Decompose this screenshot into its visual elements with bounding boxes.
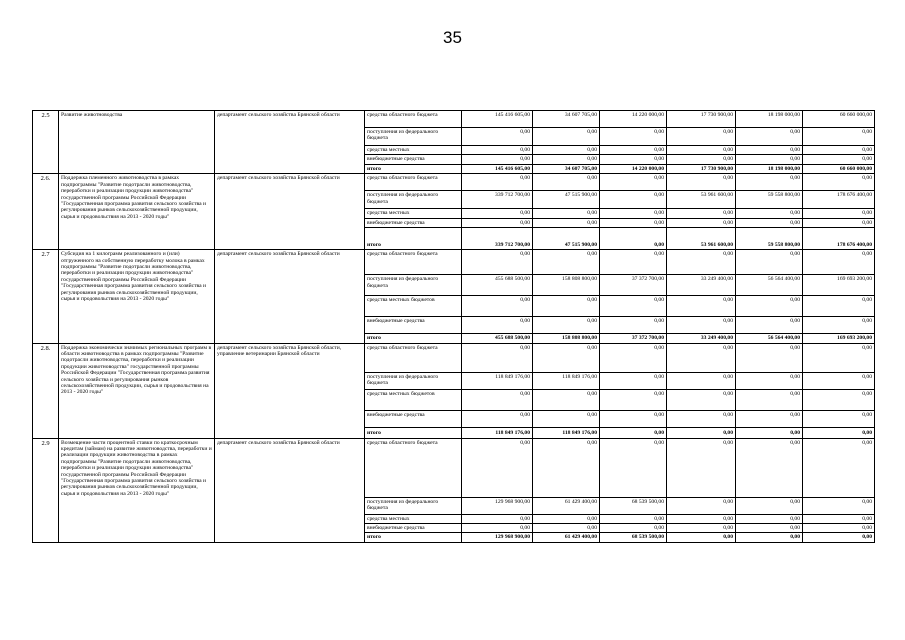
- amount-cell: 0,00: [600, 218, 667, 227]
- amount-cell: 18 198 000,00: [736, 164, 803, 173]
- amount-cell: 178 676 400,00: [803, 191, 875, 209]
- amount-cell: 178 676 400,00: [803, 228, 875, 250]
- amount-cell: 0,00: [462, 317, 533, 334]
- funding-source: средства областного бюджета: [365, 438, 462, 497]
- funding-source: поступления из федерального бюджета: [365, 372, 462, 389]
- amount-cell: 169 693 200,00: [803, 275, 875, 296]
- amount-cell: 0,00: [736, 296, 803, 317]
- activity-name: Субсидия на 1 килограмм реализованного и (или) отгруженного на собственную переработку молока в рамках подпрограммы "Развитие подотрасли животноводства, переработки и реализации продукции животноводства" государственной программы Российской Федерации "Государственная программа развития сельского хозяйства и регулирования рынков сельскохозяйственной продукции, сырья и продовольствия на 2013 - 2020 годы": [59, 250, 215, 343]
- amount-cell: 158 808 800,00: [533, 275, 600, 296]
- amount-cell: 0,00: [462, 250, 533, 275]
- funding-source: внебюджетные средства: [365, 155, 462, 164]
- amount-cell: 0,00: [533, 128, 600, 146]
- amount-cell: 68 539 500,00: [600, 533, 667, 542]
- amount-cell: 0,00: [533, 410, 600, 427]
- amount-cell: 0,00: [600, 410, 667, 427]
- amount-cell: 0,00: [736, 523, 803, 532]
- amount-cell: 0,00: [803, 372, 875, 389]
- funding-source: внебюджетные средства: [365, 317, 462, 334]
- amount-cell: 0,00: [803, 389, 875, 410]
- amount-cell: 34 607 705,00: [533, 164, 600, 173]
- amount-cell: 0,00: [803, 523, 875, 532]
- amount-cell: 53 961 600,00: [667, 191, 736, 209]
- amount-cell: 0,00: [803, 317, 875, 334]
- amount-cell: 0,00: [462, 410, 533, 427]
- amount-cell: 0,00: [462, 174, 533, 191]
- amount-cell: 0,00: [736, 427, 803, 438]
- amount-cell: 0,00: [667, 427, 736, 438]
- amount-cell: 0,00: [533, 174, 600, 191]
- amount-cell: 59 558 800,00: [736, 191, 803, 209]
- amount-cell: 0,00: [736, 174, 803, 191]
- amount-cell: 0,00: [803, 427, 875, 438]
- amount-cell: 0,00: [462, 296, 533, 317]
- amount-cell: 0,00: [803, 174, 875, 191]
- amount-cell: 60 660 000,00: [803, 164, 875, 173]
- amount-cell: 17 730 900,00: [667, 111, 736, 128]
- amount-cell: 145 416 605,00: [462, 164, 533, 173]
- amount-cell: 0,00: [803, 343, 875, 372]
- amount-cell: 0,00: [462, 155, 533, 164]
- amount-cell: 0,00: [736, 372, 803, 389]
- amount-cell: 0,00: [667, 533, 736, 542]
- amount-cell: 129 968 900,00: [462, 497, 533, 514]
- amount-cell: 0,00: [600, 438, 667, 497]
- amount-cell: 0,00: [600, 128, 667, 146]
- amount-cell: 118 849 176,00: [462, 427, 533, 438]
- funding-source: средства местных: [365, 209, 462, 218]
- amount-cell: 0,00: [533, 317, 600, 334]
- amount-cell: 0,00: [462, 389, 533, 410]
- funding-table: [32, 110, 875, 543]
- amount-cell: 0,00: [803, 250, 875, 275]
- amount-cell: 0,00: [736, 146, 803, 155]
- amount-cell: 33 249 400,00: [667, 334, 736, 343]
- amount-cell: 0,00: [533, 523, 600, 532]
- amount-cell: 0,00: [736, 317, 803, 334]
- amount-cell: 0,00: [736, 155, 803, 164]
- amount-cell: 0,00: [803, 146, 875, 155]
- amount-cell: 53 961 600,00: [667, 228, 736, 250]
- amount-cell: 14 220 000,00: [600, 111, 667, 128]
- funding-source: средства местных: [365, 514, 462, 523]
- executor-name: департамент сельского хозяйства Брянской области, управление ветеринарии Брянской области: [215, 343, 365, 438]
- amount-cell: 0,00: [462, 128, 533, 146]
- amount-cell: 0,00: [803, 497, 875, 514]
- funding-source: итого: [365, 164, 462, 173]
- executor-name: департамент сельского хозяйства Брянской области: [215, 250, 365, 343]
- amount-cell: 0,00: [803, 155, 875, 164]
- amount-cell: 339 712 700,00: [462, 191, 533, 209]
- amount-cell: 158 808 800,00: [533, 334, 600, 343]
- amount-cell: 0,00: [736, 438, 803, 497]
- activity-name: Возмещение части процентной ставки по краткосрочным кредитам (займам) на развитие животноводства, переработки и реализации продукции животноводства в рамках подпрограммы "Развитие подотрасли животноводства, переработки и реализации продукции животноводства" государственной программы Российской Федерации "Государственная программа развития сельского хозяйства и регулирования рынков сельскохозяйственной продукции, сырья и продовольствия на 2013 - 2020 годы": [59, 438, 215, 542]
- amount-cell: 0,00: [600, 343, 667, 372]
- amount-cell: 339 712 700,00: [462, 228, 533, 250]
- amount-cell: 0,00: [803, 410, 875, 427]
- funding-source: внебюджетные средства: [365, 218, 462, 227]
- amount-cell: 0,00: [462, 514, 533, 523]
- amount-cell: 0,00: [600, 250, 667, 275]
- amount-cell: 0,00: [736, 514, 803, 523]
- funding-source: внебюджетные средства: [365, 410, 462, 427]
- amount-cell: 0,00: [667, 128, 736, 146]
- amount-cell: 61 429 400,00: [533, 497, 600, 514]
- amount-cell: 0,00: [533, 250, 600, 275]
- amount-cell: 455 688 500,00: [462, 275, 533, 296]
- funding-source: поступления из федерального бюджета: [365, 497, 462, 514]
- amount-cell: 0,00: [667, 438, 736, 497]
- amount-cell: 0,00: [736, 218, 803, 227]
- amount-cell: 0,00: [462, 218, 533, 227]
- amount-cell: 0,00: [667, 209, 736, 218]
- amount-cell: 61 429 400,00: [533, 533, 600, 542]
- table-row: [33, 438, 875, 497]
- amount-cell: 0,00: [736, 250, 803, 275]
- amount-cell: 0,00: [533, 146, 600, 155]
- amount-cell: 0,00: [600, 372, 667, 389]
- amount-cell: 0,00: [803, 128, 875, 146]
- amount-cell: 0,00: [736, 389, 803, 410]
- amount-cell: 0,00: [600, 514, 667, 523]
- amount-cell: 14 220 000,00: [600, 164, 667, 173]
- amount-cell: 169 693 200,00: [803, 334, 875, 343]
- amount-cell: 0,00: [600, 174, 667, 191]
- amount-cell: 56 564 400,00: [736, 334, 803, 343]
- funding-source: средства областного бюджета: [365, 250, 462, 275]
- activity-name: Развитие животноводства: [59, 111, 215, 174]
- amount-cell: 0,00: [667, 146, 736, 155]
- amount-cell: 0,00: [667, 372, 736, 389]
- amount-cell: 33 249 400,00: [667, 275, 736, 296]
- amount-cell: 0,00: [600, 155, 667, 164]
- amount-cell: 59 558 800,00: [736, 228, 803, 250]
- amount-cell: 0,00: [462, 209, 533, 218]
- funding-source: итого: [365, 228, 462, 250]
- row-number: 2.7: [33, 250, 59, 343]
- amount-cell: 0,00: [600, 191, 667, 209]
- amount-cell: 17 730 900,00: [667, 164, 736, 173]
- amount-cell: 0,00: [736, 128, 803, 146]
- funding-source: внебюджетные средства: [365, 523, 462, 532]
- amount-cell: 0,00: [600, 228, 667, 250]
- amount-cell: 0,00: [600, 296, 667, 317]
- amount-cell: 47 515 900,00: [533, 191, 600, 209]
- amount-cell: 0,00: [600, 146, 667, 155]
- amount-cell: 0,00: [667, 410, 736, 427]
- amount-cell: 455 688 500,00: [462, 334, 533, 343]
- row-number: 2.9: [33, 438, 59, 542]
- amount-cell: 0,00: [462, 523, 533, 532]
- funding-source: итого: [365, 334, 462, 343]
- amount-cell: 0,00: [600, 209, 667, 218]
- amount-cell: 18 198 000,00: [736, 111, 803, 128]
- executor-name: департамент сельского хозяйства Брянской области: [215, 174, 365, 250]
- activity-name: Поддержка племенного животноводства в рамках подпрограммы "Развитие подотрасли животноводства, переработки и реализации продукции животноводства" государственной программы Российской Федерации "Государственная программа развития сельского хозяйства и регулирования рынков сельскохозяйственной продукции, сырья и продовольствия на 2013 - 2020 годы": [59, 174, 215, 250]
- executor-name: департамент сельского хозяйства Брянской области: [215, 111, 365, 174]
- row-number: 2.8.: [33, 343, 59, 438]
- table-row: [33, 250, 875, 275]
- amount-cell: 0,00: [803, 438, 875, 497]
- amount-cell: 0,00: [533, 218, 600, 227]
- funding-source: средства местных бюджетов: [365, 389, 462, 410]
- amount-cell: 118 849 176,00: [462, 372, 533, 389]
- table-row: [33, 343, 875, 372]
- funding-source: поступления из федерального бюджета: [365, 191, 462, 209]
- amount-cell: 0,00: [533, 438, 600, 497]
- funding-source: поступления из федерального бюджета: [365, 275, 462, 296]
- amount-cell: 0,00: [736, 497, 803, 514]
- funding-source: поступления из федерального бюджета: [365, 128, 462, 146]
- funding-source: итого: [365, 533, 462, 542]
- funding-source: средства областного бюджета: [365, 174, 462, 191]
- row-number: 2.6.: [33, 174, 59, 250]
- amount-cell: 0,00: [803, 514, 875, 523]
- amount-cell: 0,00: [736, 533, 803, 542]
- amount-cell: 0,00: [600, 427, 667, 438]
- amount-cell: 0,00: [667, 497, 736, 514]
- amount-cell: 0,00: [667, 174, 736, 191]
- page-number: 35: [443, 28, 462, 47]
- amount-cell: 34 607 705,00: [533, 111, 600, 128]
- amount-cell: 0,00: [533, 343, 600, 372]
- amount-cell: 118 849 176,00: [533, 372, 600, 389]
- funding-source: итого: [365, 427, 462, 438]
- amount-cell: 0,00: [803, 209, 875, 218]
- row-number: 2.5: [33, 111, 59, 174]
- amount-cell: 0,00: [667, 523, 736, 532]
- amount-cell: 0,00: [533, 209, 600, 218]
- amount-cell: 145 416 605,00: [462, 111, 533, 128]
- amount-cell: 68 539 500,00: [600, 497, 667, 514]
- table-row: [33, 111, 875, 128]
- amount-cell: 0,00: [803, 296, 875, 317]
- amount-cell: 0,00: [600, 523, 667, 532]
- amount-cell: 0,00: [667, 250, 736, 275]
- funding-source: средства местных бюджетов: [365, 296, 462, 317]
- amount-cell: 0,00: [803, 533, 875, 542]
- amount-cell: 0,00: [533, 389, 600, 410]
- amount-cell: 0,00: [667, 317, 736, 334]
- amount-cell: 0,00: [462, 343, 533, 372]
- funding-source: средства местных: [365, 146, 462, 155]
- funding-source: средства областного бюджета: [365, 111, 462, 128]
- amount-cell: 0,00: [462, 146, 533, 155]
- executor-name: департамент сельского хозяйства Брянской области: [215, 438, 365, 542]
- amount-cell: 0,00: [462, 438, 533, 497]
- funding-source: средства областного бюджета: [365, 343, 462, 372]
- amount-cell: 0,00: [803, 218, 875, 227]
- amount-cell: 37 372 700,00: [600, 334, 667, 343]
- amount-cell: 0,00: [533, 514, 600, 523]
- amount-cell: 0,00: [736, 410, 803, 427]
- amount-cell: 37 372 700,00: [600, 275, 667, 296]
- amount-cell: 0,00: [667, 514, 736, 523]
- table-row: [33, 174, 875, 191]
- amount-cell: 60 660 000,00: [803, 111, 875, 128]
- amount-cell: 56 564 400,00: [736, 275, 803, 296]
- amount-cell: 118 849 176,00: [533, 427, 600, 438]
- amount-cell: 0,00: [667, 218, 736, 227]
- amount-cell: 0,00: [667, 155, 736, 164]
- amount-cell: 0,00: [667, 296, 736, 317]
- activity-name: Поддержка экономически значимых региональных программ в области животноводства в рамках подпрограммы "Развитие подотрасли животноводства, переработки и реализации продукции животноводства" государственной программы Российской Федерации "Государственная программа развития сельского хозяйства и регулирования рынков сельскохозяйственной продукции, сырья и продовольствия на 2013 - 2020 годы": [59, 343, 215, 438]
- amount-cell: 0,00: [736, 209, 803, 218]
- amount-cell: 129 968 900,00: [462, 533, 533, 542]
- amount-cell: 0,00: [533, 155, 600, 164]
- amount-cell: 0,00: [667, 389, 736, 410]
- amount-cell: 0,00: [600, 317, 667, 334]
- amount-cell: 0,00: [736, 343, 803, 372]
- amount-cell: 47 515 900,00: [533, 228, 600, 250]
- amount-cell: 0,00: [667, 343, 736, 372]
- amount-cell: 0,00: [533, 296, 600, 317]
- amount-cell: 0,00: [600, 389, 667, 410]
